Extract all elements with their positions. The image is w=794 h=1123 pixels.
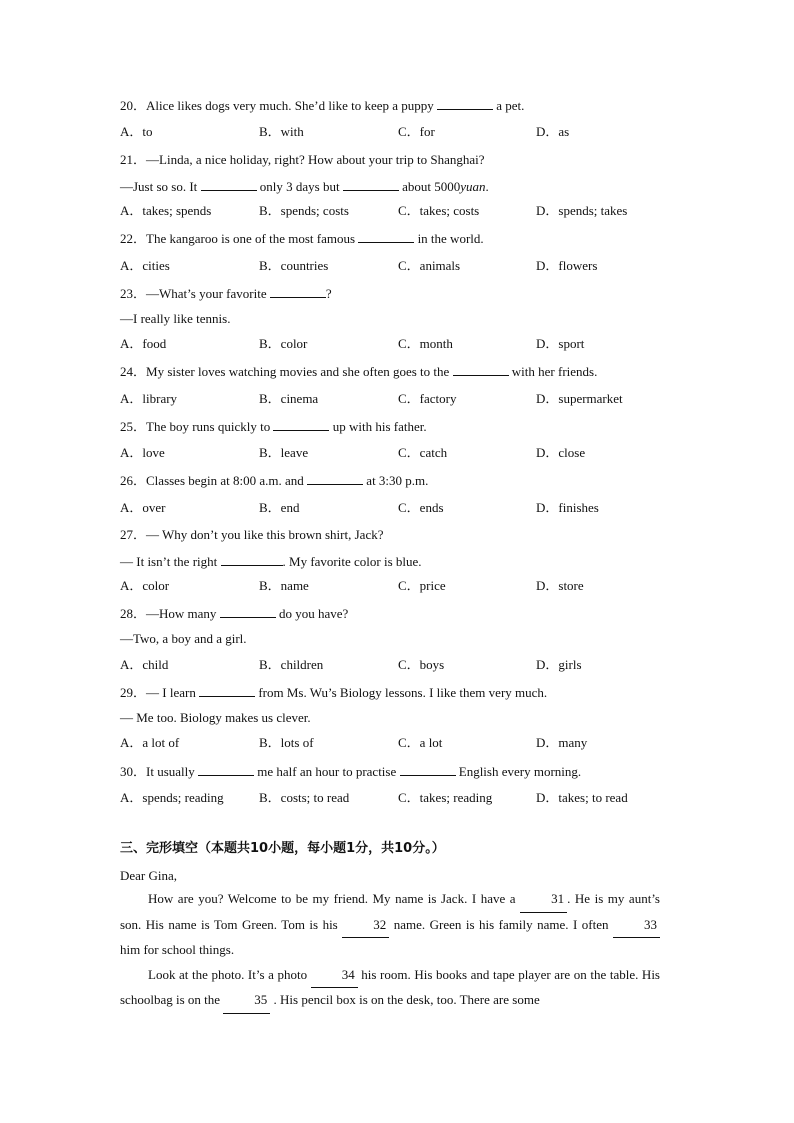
option-d[interactable]: D．close [536,445,586,460]
option-c[interactable]: C．factory [398,391,457,406]
option-b[interactable]: B．end [259,500,300,515]
option-d[interactable]: D．girls [536,657,582,672]
question-28 [120,605,348,622]
option-d[interactable]: D．takes; to read [536,790,628,805]
question-text: up with his father. [329,419,427,434]
question-23 [120,285,332,302]
option-b[interactable]: B．with [259,124,304,139]
question-number: 26． [120,473,147,488]
option-b[interactable]: B．lots of [259,735,314,750]
question-text: English every morning. [455,764,582,779]
question-29-reply [120,710,311,726]
question-text: with her friends. [508,364,598,379]
passage-text: . He is my aunt’s son. His name is Tom Green. Tom is his [120,891,660,932]
answer-blank [358,230,414,243]
options-21 [120,203,680,219]
question-number: 22． [120,231,147,246]
question-29 [120,684,547,701]
question-number: 24． [120,364,147,379]
question-number: 20． [120,98,147,113]
option-c[interactable]: C．ends [398,500,444,515]
option-b[interactable]: B．leave [259,445,309,460]
option-a[interactable]: A．a lot of [120,735,180,750]
passage-text: name. Green is his family name. I often [389,916,613,932]
answer-blank [307,472,363,485]
question-text: from Ms. Wu’s Biology lessons. I like them very much. [255,685,548,700]
options-25 [120,445,680,461]
option-d[interactable]: D．finishes [536,500,599,515]
blank-31: 31 [520,887,567,913]
options-23 [120,336,680,352]
passage-text: How are you? Welcome to be my friend. My name is Jack. I have a [148,891,521,906]
options-28 [120,657,680,673]
options-29 [120,735,680,751]
question-number: 25． [120,419,147,434]
question-text: in the world. [414,231,484,246]
question-text: at 3:30 p.m. [363,473,429,488]
option-b[interactable]: B．children [259,657,324,672]
option-d[interactable]: D．spends; takes [536,203,628,218]
options-20 [120,124,680,140]
question-text: ? [325,286,332,301]
passage-text: his room. His books and tape player are on the table. His schoolbag is on the [120,966,660,1007]
blank-32: 32 [342,913,389,939]
answer-blank [220,605,276,618]
question-23-reply [120,311,230,327]
question-text: The boy runs quickly to [146,419,274,434]
question-number: 30． [120,764,147,779]
answer-blank [270,285,326,298]
answer-blank [199,684,255,697]
question-number: 27． [120,527,147,542]
option-a[interactable]: A．color [120,578,170,593]
option-a[interactable]: A．child [120,657,169,672]
option-a[interactable]: A．to [120,124,153,139]
question-text: do you have? [275,606,349,621]
answer-blank [437,97,493,110]
options-22 [120,258,680,274]
question-text: — I learn [146,685,200,700]
question-30 [120,763,581,780]
option-c[interactable]: C．for [398,124,435,139]
question-number: 23． [120,286,147,301]
options-27 [120,578,680,594]
option-b[interactable]: B．spends; costs [259,203,349,218]
option-d[interactable]: D．sport [536,336,585,351]
question-27-reply [120,553,422,570]
option-c[interactable]: C．a lot [398,735,443,750]
blank-33: 33 [613,913,660,939]
options-24 [120,391,680,407]
italic-word: yuan [460,179,486,194]
option-a[interactable]: A．library [120,391,178,406]
question-number: 29． [120,685,147,700]
paragraph-1 [120,887,660,963]
option-d[interactable]: D．as [536,124,570,139]
question-text: only 3 days but [256,179,343,194]
option-a[interactable]: A．cities [120,258,170,273]
option-d[interactable]: D．flowers [536,258,598,273]
option-d[interactable]: D．store [536,578,584,593]
question-text: —Two, a boy and a girl. [120,631,247,646]
question-27 [120,527,383,543]
answer-blank [343,178,399,191]
question-number: 28． [120,606,147,621]
option-c[interactable]: C．takes; costs [398,203,480,218]
question-text: me half an hour to practise [254,764,400,779]
option-c[interactable]: C．month [398,336,453,351]
question-text: . My favorite color is blue. [282,554,422,569]
question-26 [120,472,428,489]
question-text: — Me too. Biology makes us clever. [120,710,311,725]
section-title: 三、完形填空（本题共10小题，每小题1分，共10分。） [120,841,445,856]
question-text: —Linda, a nice holiday, right? How about your trip to Shanghai? [146,152,485,167]
passage-text: . His pencil box is on the desk, too. There are some [270,992,540,1007]
option-a[interactable]: A．takes; spends [120,203,212,218]
cloze-passage [120,887,660,1014]
blank-35: 35 [223,988,270,1014]
answer-blank [198,763,254,776]
question-text: Classes begin at 8:00 a.m. and [146,473,308,488]
question-text: about 5000 [398,179,461,194]
option-a[interactable]: A．love [120,445,165,460]
option-a[interactable]: A．food [120,336,167,351]
option-c[interactable]: C．price [398,578,446,593]
option-d[interactable]: D．many [536,735,588,750]
question-text: Alice likes dogs very much. She’d like to keep a puppy [146,98,438,113]
letter-salutation: Dear Gina, [120,868,178,883]
answer-blank [273,418,329,431]
question-21 [120,152,485,168]
answer-blank [453,363,509,376]
option-c[interactable]: C．takes; reading [398,790,493,805]
option-b[interactable]: B．color [259,336,308,351]
question-text: — Why don’t you like this brown shirt, Jack? [146,527,384,542]
question-text: —Just so so. It [120,179,201,194]
paragraph-2 [120,963,660,1014]
question-24 [120,363,597,380]
question-25 [120,418,427,435]
passage-text: him for school things. [120,942,235,957]
question-text: It usually [146,764,199,779]
question-22 [120,230,484,247]
option-b[interactable]: B．costs; to read [259,790,350,805]
option-c[interactable]: C．animals [398,258,461,273]
options-26 [120,500,680,516]
option-c[interactable]: C．catch [398,445,448,460]
options-30 [120,790,680,806]
option-a[interactable]: A．over [120,500,166,515]
option-c[interactable]: C．boys [398,657,445,672]
question-text: The kangaroo is one of the most famous [146,231,359,246]
question-text: . [485,179,489,194]
question-20 [120,97,524,114]
question-text: —What’s your favorite [146,286,270,301]
question-text: a pet. [493,98,525,113]
answer-blank [221,553,283,566]
option-d[interactable]: D．supermarket [536,391,623,406]
blank-34: 34 [311,963,358,989]
question-text: —How many [146,606,220,621]
option-a[interactable]: A．spends; reading [120,790,224,805]
option-b[interactable]: B．countries [259,258,329,273]
question-28-reply [120,631,247,647]
answer-blank [400,763,456,776]
question-text: — It isn’t the right [120,554,221,569]
question-number: 21． [120,152,147,167]
answer-blank [201,178,257,191]
question-text: —I really like tennis. [120,311,231,326]
passage-text: Look at the photo. It’s a photo [148,966,311,982]
question-text: My sister loves watching movies and she often goes to the [146,364,453,379]
question-21-reply [120,178,489,195]
option-b[interactable]: B．cinema [259,391,319,406]
option-b[interactable]: B．name [259,578,309,593]
